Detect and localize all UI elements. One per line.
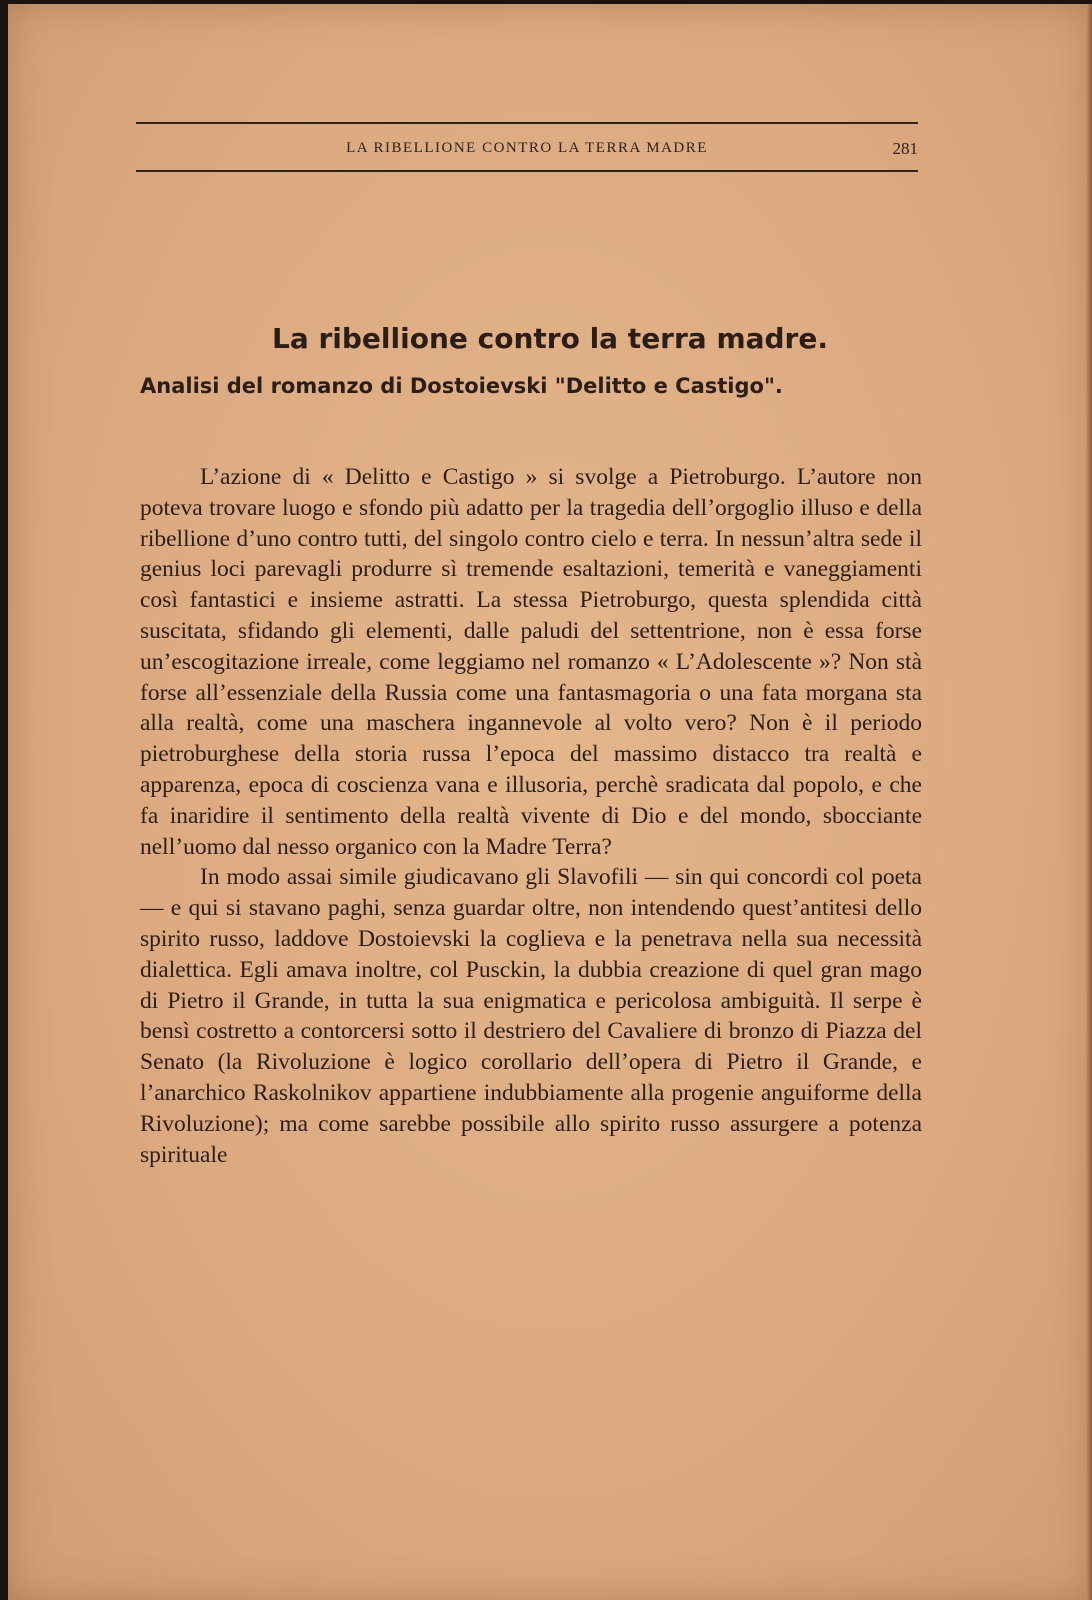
running-header [136, 122, 918, 172]
header-rule-bottom [136, 170, 918, 172]
body-text [140, 462, 922, 1170]
header-rule-top [136, 122, 918, 124]
page-edge [1086, 4, 1092, 1600]
paragraph: In modo assai simile giudicavano gli Slavofili — sin qui concordi col poeta — e qui si stavano paghi, senza guardar oltre, non intendendo quest’antitesi dello spirito russo, laddove Dostoievski la coglieva e la penetrava nella sua necessità dialettica. Egli amava inoltre, col Pusckin, la dubbia creazione di quel gran mago di Pietro il Grande, in tutta la sua enigmatica e pericolosa ambiguità. Il serpe è bensì costretto a contorcersi sotto il destriero del Cavaliere di bronzo di Piazza del Senato (la Rivoluzione è logico corollario dell’opera di Pietro il Grande, e l’anarchico Raskolnikov appartiene indubbiamente alla progenie anguiforme della Rivoluzione); ma come sarebbe possibile allo spirito russo assurgere a potenza spirituale [140, 864, 922, 1168]
paragraph: L’azione di « Delitto e Castigo » si svolge a Pietroburgo. L’autore non poteva trovare luogo e sfondo più adatto per la tragedia dell’orgoglio illuso e della ribellione d’uno contro tutti, del singolo contro cielo e terra. In nessun’altra sede il genius loci parevagli produrre sì tremende esaltazioni, temerità e vaneggiamenti così fantastici e insieme astratti. La stessa Pietroburgo, questa splendida città suscitata, sfidando gli elementi, dalle paludi del settentrione, non è essa forse un’escogitazione irreale, come leggiamo nel romanzo « L’Adolescente »? Non stà forse all’essenziale della Russia come una fantasmagoria o una fata morgana sta alla realtà, come una maschera ingannevole al volto vero? Non è il periodo pietroburghese della storia russa l’epoca del massimo distacco tra realtà e apparenza, epoca di coscienza vana e illusoria, perchè sradicata dal popolo, e che fa inaridire il sentimento della realtà vivente di Dio e del mondo, sbocciante nell’uomo dal nesso organico con la Madre Terra? [140, 464, 922, 860]
chapter-subtitle: Analisi del romanzo di Dostoievski "Delitto e Castigo". [140, 374, 783, 398]
book-page [8, 4, 1092, 1600]
running-title: LA RIBELLIONE CONTRO LA TERRA MADRE [346, 140, 708, 156]
chapter-title: La ribellione contro la terra madre. [272, 322, 828, 355]
page-number: 281 [892, 139, 918, 158]
